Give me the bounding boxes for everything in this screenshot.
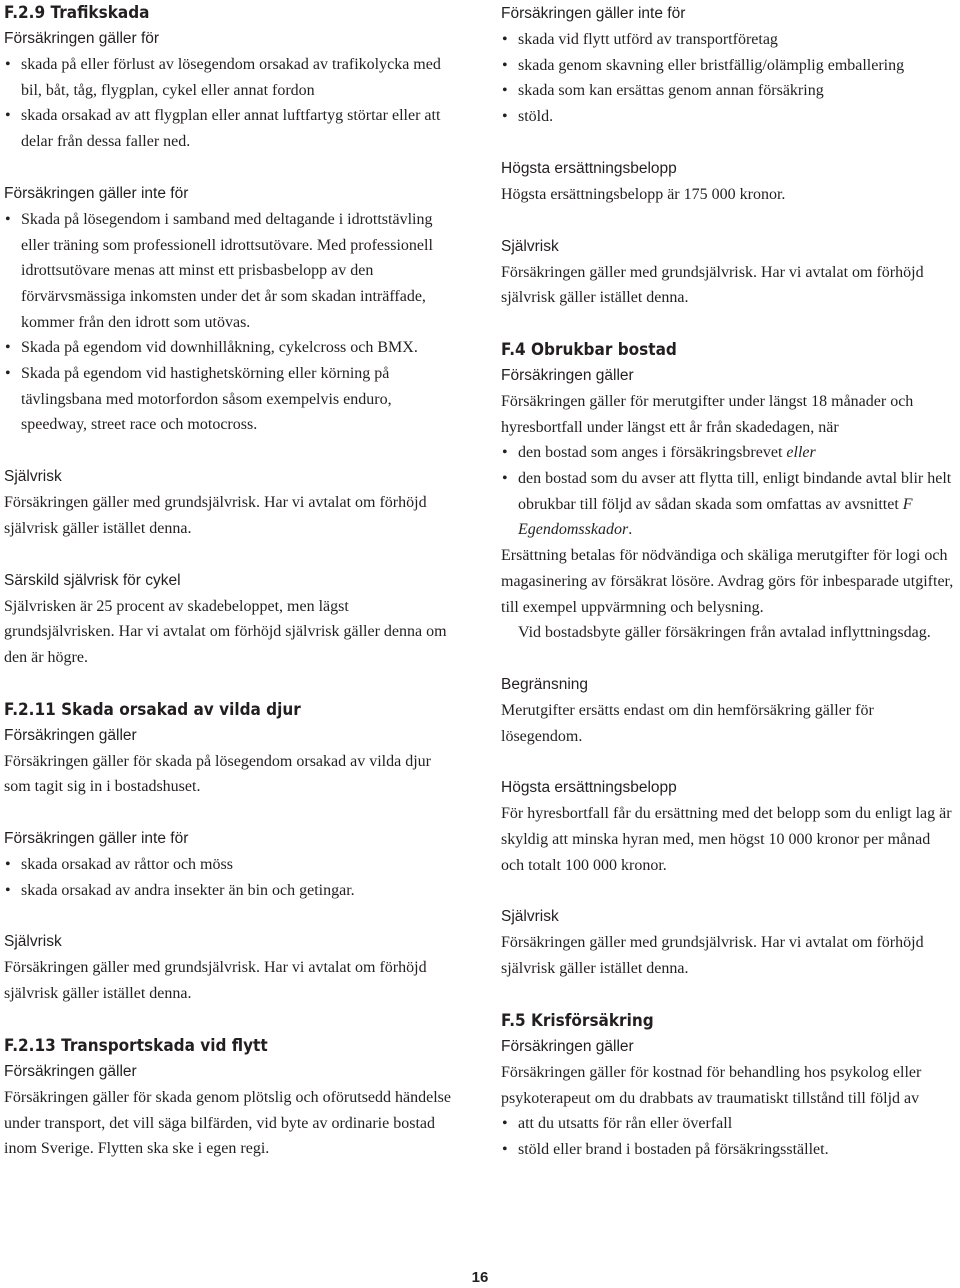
section-heading-f29: F.2.9 Trafikskada xyxy=(4,3,150,23)
exclusions-list xyxy=(501,27,957,130)
limitation-label: Begränsning xyxy=(501,675,589,693)
max-compensation-text: Högsta ersättningsbelopp är 175 000 kronor. xyxy=(501,185,786,203)
section-heading-f213: F.2.13 Transportskada vid flytt xyxy=(4,1035,268,1056)
deductible-text: Försäkringen gäller med grundsjälvrisk. Har vi avtalat om förhöjd självrisk gäller istället denna. xyxy=(501,934,924,978)
list-item: • skada på eller förlust av lösegendom orsakad av trafikolycka med bil, båt, tåg, flygplan, cykel eller annat fordon xyxy=(4,52,456,103)
covers-text: Försäkringen gäller för kostnad för behandling hos psykolog eller psykoterapeut om du drabbats av traumatiskt tillstånd till följd av xyxy=(501,1063,922,1107)
section-reference: F Egendomsskador xyxy=(518,495,913,539)
exclusions-label: Försäkringen gäller inte för xyxy=(4,184,189,202)
exclusions-list xyxy=(4,207,456,438)
move-paragraph: Vid bostadsbyte gäller försäkringen från avtalad inflyttningsdag. xyxy=(518,624,931,642)
deductible-label: Självrisk xyxy=(501,237,559,255)
deductible-text: Försäkringen gäller med grundsjälvrisk. Har vi avtalat om förhöjd självrisk gäller istället denna. xyxy=(4,959,427,1003)
covers-label: Försäkringen gäller xyxy=(501,1037,634,1055)
section-heading-f4: F.4 Obrukbar bostad xyxy=(501,339,677,360)
list-item: • skada orsakad av råttor och möss xyxy=(4,852,456,878)
list-item: • Skada på egendom vid downhillåkning, cykelcross och BMX. xyxy=(4,335,456,361)
limitation-text: Merutgifter ersätts endast om din hemförsäkring gäller för lösegendom. xyxy=(501,701,874,745)
covers-list xyxy=(4,52,456,155)
bike-deductible-label: Särskild självrisk för cykel xyxy=(4,571,181,589)
left-column xyxy=(4,0,456,1162)
section-heading-f5: F.5 Krisförsäkring xyxy=(501,1010,654,1031)
list-item: • skada genom skavning eller bristfällig/olämplig emballering xyxy=(501,53,957,79)
exclusions-label: Försäkringen gäller inte för xyxy=(501,5,686,22)
bike-deductible-text: Självrisken är 25 procent av skadebeloppet, men lägst grundsjälvrisken. Har vi avtalat om förhöjd självrisk gäller denna om den är högre. xyxy=(4,597,447,666)
deductible-label: Självrisk xyxy=(4,933,62,951)
max-compensation-label: Högsta ersättningsbelopp xyxy=(501,779,677,797)
list-item-emphasis: eller xyxy=(786,444,816,462)
compensation-paragraph: Ersättning betalas för nödvändiga och skäliga merutgifter för logi och magasinering av försäkrat lösöre. Avdrag görs för inbesparade utgifter, till exempel uppvärmning och belysning. xyxy=(501,547,954,616)
list-item: • Skada på egendom vid hastighetskörning eller körning på tävlingsbana med motorfordon såsom exempelvis enduro, speedway, street race och motocross. xyxy=(4,361,456,438)
right-column xyxy=(501,0,957,1163)
list-item-text: den bostad som anges i försäkringsbrevet xyxy=(518,444,787,462)
deductible-text: Försäkringen gäller med grundsjälvrisk. Har vi avtalat om förhöjd självrisk gäller istället denna. xyxy=(4,494,427,537)
list-item: • stöld. xyxy=(501,104,957,130)
list-item: • skada som kan ersättas genom annan försäkring xyxy=(501,78,957,104)
exclusions-label: Försäkringen gäller inte för xyxy=(4,830,189,848)
list-item: • skada vid flytt utförd av transportföretag xyxy=(501,27,957,53)
covers-text: Försäkringen gäller för skada på lösegendom orsakad av vilda djur som tagit sig in i bostadshuset. xyxy=(4,752,431,796)
page-number: 16 xyxy=(471,1269,489,1286)
deductible-label: Självrisk xyxy=(501,908,559,926)
deductible-text: Försäkringen gäller med grundsjälvrisk. Har vi avtalat om förhöjd självrisk gäller istället denna. xyxy=(501,263,924,307)
list-item: • att du utsatts för rån eller överfall xyxy=(501,1111,957,1137)
covers-text: Försäkringen gäller för merutgifter under längst 18 månader och hyresbortfall under längst ett år från skadedagen, när xyxy=(501,392,914,436)
max-compensation-text: För hyresbortfall får du ersättning med det belopp som du enligt lag är skyldig att minska hyran med, men högst 10 000 kronor per månad och totalt 100 000 kronor. xyxy=(501,805,952,874)
list-item-text: den bostad som du avser att flytta till, enligt bindande avtal blir helt obrukbar till följd av sådan skada som omfattas av avsnittet xyxy=(518,470,952,513)
list-item: • stöld eller brand i bostaden på försäkringsstället. xyxy=(501,1137,957,1163)
max-compensation-label: Högsta ersättningsbelopp xyxy=(501,159,677,177)
section-heading-f211: F.2.11 Skada orsakad av vilda djur xyxy=(4,699,301,720)
deductible-label: Självrisk xyxy=(4,468,62,486)
list-item xyxy=(501,466,957,543)
list-item xyxy=(501,440,957,466)
list-item-end: . xyxy=(628,521,633,539)
covers-label: Försäkringen gäller xyxy=(4,726,137,744)
list-item: • skada orsakad av att flygplan eller annat luftfartyg störtar eller att delar från dessa faller ned. xyxy=(4,103,456,154)
conditions-list xyxy=(501,440,957,543)
covers-label: Försäkringen gäller xyxy=(501,366,634,384)
exclusions-list xyxy=(4,852,456,903)
crisis-list xyxy=(501,1111,957,1162)
covers-label: Försäkringen gäller xyxy=(4,1062,137,1080)
list-item: • skada orsakad av andra insekter än bin och getingar. xyxy=(4,878,456,904)
covers-text: Försäkringen gäller för skada genom plötslig och oförutsedd händelse under transport, det vill säga bilfärden, vid byte av ordinarie bostad inom Sverige. Flytten ska ske i egen regi. xyxy=(4,1088,451,1158)
covers-label: Försäkringen gäller för xyxy=(4,30,160,47)
list-item: • Skada på lösegendom i samband med deltagande i idrottstävling eller träning som professionell idrottsutövare. Med professionell idrottsutövare menas att minst ett prisbasbelopp av den förvärvsmässiga inkomsten under det år som skadan inträffade, kommer från den idrott som utövas. xyxy=(4,207,456,336)
